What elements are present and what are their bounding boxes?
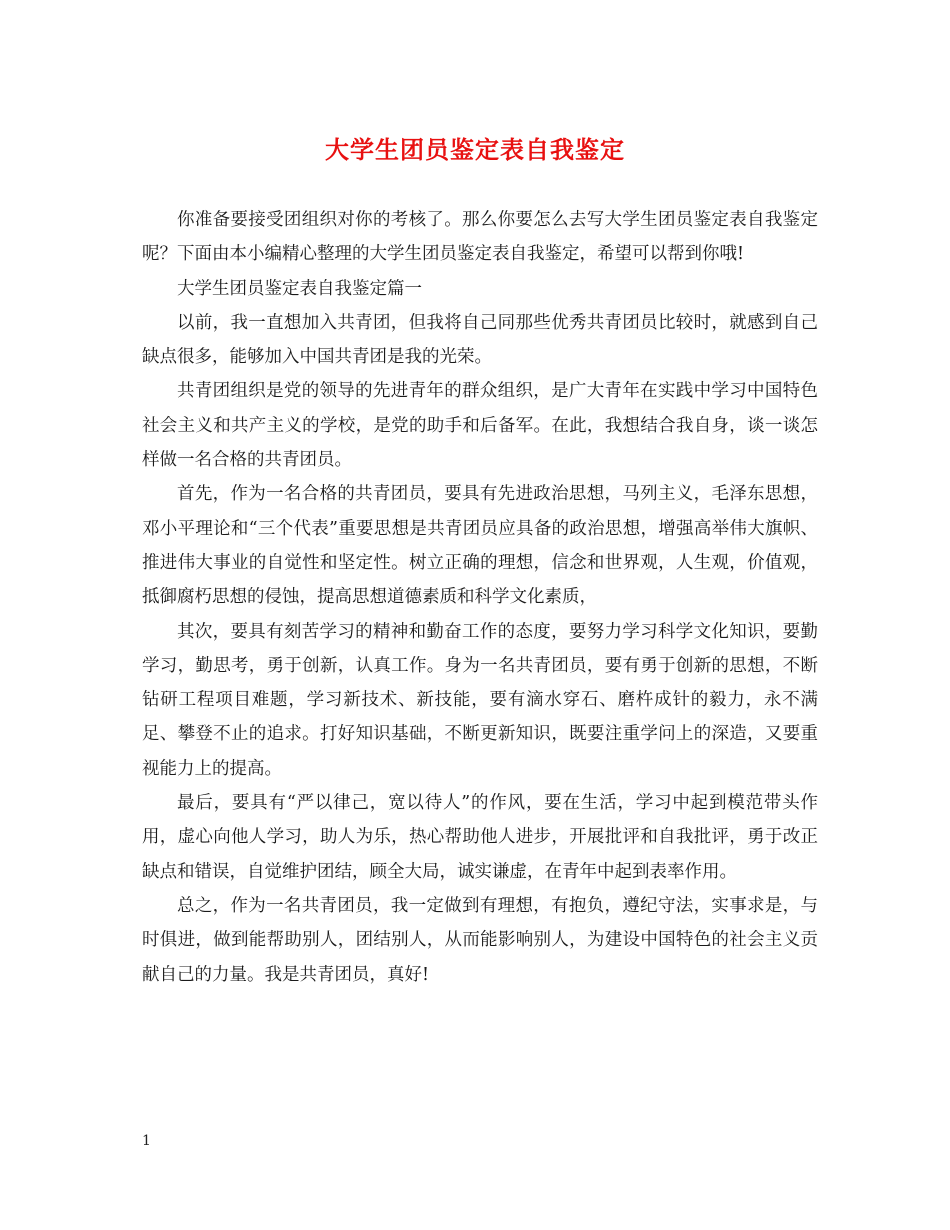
page-number: 1	[142, 1133, 151, 1149]
paragraph: 首先，作为一名合格的共青团员，要具有先进政治思想，马列主义，毛泽东思想，邓小平理论和“三个代表”重要思想是共青团员应具备的政治思想，增强高举伟大旗帜、推进伟大事业的自觉性和坚定性。树立正确的理想，信念和世界观，人生观，价值观，抵御腐朽思想的侵蚀，提高思想道德素质和科学文化素质，	[142, 484, 818, 608]
paragraph: 共青团组织是党的领导的先进青年的群众组织，是广大青年在实践中学习中国特色社会主义和共产主义的学校，是党的助手和后备军。在此，我想结合我自身，谈一谈怎样做一名合格的共青团员。	[142, 381, 818, 471]
paragraph: 总之，作为一名共青团员，我一定做到有理想，有抱负，遵纪守法，实事求是，与时俱进，做到能帮助别人，团结别人，从而能影响别人，为建设中国特色的社会主义贡献自己的力量。我是共青团员，真好!	[142, 895, 818, 985]
document-title: 大学生团员鉴定表自我鉴定	[325, 135, 625, 164]
paragraph: 最后，要具有“严以律己，宽以待人”的作风，要在生活，学习中起到模范带头作用，虚心向他人学习，助人为乐，热心帮助他人进步，开展批评和自我批评，勇于改正缺点和错误，自觉维护团结，顾全大局，诚实谦虚，在青年中起到表率作用。	[142, 793, 818, 882]
paragraph: 其次，要具有刻苦学习的精神和勤奋工作的态度，要努力学习科学文化知识，要勤学习，勤思考，勇于创新，认真工作。身为一名共青团员，要有勇于创新的思想，不断钻研工程项目难题，学习新技术、新技能，要有滴水穿石、磨杵成针的毅力，永不满足、攀登不止的追求。打好知识基础，不断更新知识，既要注重学问上的深造，又要重视能力上的提高。	[142, 621, 818, 779]
section-heading: 大学生团员鉴定表自我鉴定篇一	[177, 278, 422, 299]
paragraph: 以前，我一直想加入共青团，但我将自己同那些优秀共青团员比较时，就感到自己缺点很多，能够加入中国共青团是我的光荣。	[142, 312, 818, 368]
document-body	[142, 203, 818, 992]
paragraph-intro: 你准备要接受团组织对你的考核了。那么你要怎么去写大学生团员鉴定表自我鉴定呢？下面由本小编精心整理的大学生团员鉴定表自我鉴定，希望可以帮到你哦!	[142, 210, 818, 265]
